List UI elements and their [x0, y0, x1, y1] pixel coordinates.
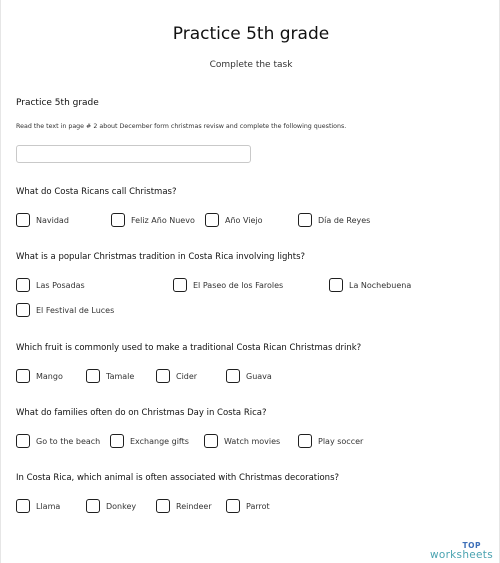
option-label: Llama [36, 501, 61, 511]
option-label: Navidad [36, 215, 69, 225]
option-label: Mango [36, 371, 63, 381]
option-q5-reindeer[interactable] [156, 498, 212, 514]
checkbox[interactable] [329, 278, 343, 292]
page-title: Practice 5th grade [172, 24, 330, 44]
option-label: Tamale [106, 371, 135, 381]
option-q4-exchange-gifts[interactable] [110, 433, 189, 449]
checkbox[interactable] [16, 369, 30, 383]
checkbox[interactable] [16, 434, 30, 448]
checkbox[interactable] [110, 434, 124, 448]
option-q3-cider[interactable] [156, 368, 197, 384]
option-q3-tamale[interactable] [86, 368, 134, 384]
option-q4-play-soccer[interactable] [298, 433, 363, 449]
question-2: What is a popular Christmas tradition in Costa Rica involving lights? [16, 252, 306, 262]
option-label: Exchange gifts [130, 436, 189, 446]
option-q2-el-paseo-de-los-faroles[interactable] [173, 277, 283, 293]
checkbox[interactable] [156, 369, 170, 383]
option-label: Las Posadas [36, 280, 85, 290]
option-q5-donkey[interactable] [86, 498, 136, 514]
checkbox[interactable] [156, 499, 170, 513]
checkbox[interactable] [16, 303, 30, 317]
option-q1-dia-de-reyes[interactable] [298, 212, 370, 228]
option-q1-ano-viejo[interactable] [205, 212, 263, 228]
checkbox[interactable] [173, 278, 187, 292]
checkbox[interactable] [205, 213, 219, 227]
option-q3-guava[interactable] [226, 368, 272, 384]
answer-input[interactable] [16, 145, 251, 163]
checkbox[interactable] [86, 369, 100, 383]
question-5: In Costa Rica, which animal is often associated with Christmas decorations? [16, 473, 340, 483]
checkbox[interactable] [86, 499, 100, 513]
option-label: Día de Reyes [318, 215, 371, 225]
option-label: Guava [246, 371, 272, 381]
option-q3-mango[interactable] [16, 368, 63, 384]
option-q5-llama[interactable] [16, 498, 60, 514]
option-label: Año Viejo [225, 215, 263, 225]
checkbox[interactable] [16, 213, 30, 227]
option-q2-el-festival-de-luces[interactable] [16, 302, 114, 318]
logo-bottom-text: worksheets [429, 548, 493, 561]
logo-top-text: TOP [462, 541, 481, 550]
checkbox[interactable] [226, 369, 240, 383]
checkbox[interactable] [204, 434, 218, 448]
checkbox[interactable] [226, 499, 240, 513]
checkbox[interactable] [16, 499, 30, 513]
option-q4-go-to-the-beach[interactable] [16, 433, 100, 449]
checkbox[interactable] [298, 434, 312, 448]
option-label: Feliz Año Nuevo [131, 215, 195, 225]
section-title: Practice 5th grade [16, 98, 99, 108]
option-label: Cider [176, 371, 198, 381]
question-1: What do Costa Ricans call Christmas? [16, 187, 177, 197]
option-q1-navidad[interactable] [16, 212, 69, 228]
option-label: Reindeer [176, 501, 212, 511]
option-q4-watch-movies[interactable] [204, 433, 280, 449]
option-q5-parrot[interactable] [226, 498, 270, 514]
topworksheets-logo [430, 542, 493, 560]
question-3: Which fruit is commonly used to make a traditional Costa Rican Christmas drink? [16, 343, 362, 353]
option-label: Play soccer [318, 436, 364, 446]
checkbox[interactable] [111, 213, 125, 227]
option-q2-la-nochebuena[interactable] [329, 277, 411, 293]
option-label: El Festival de Luces [36, 305, 115, 315]
checkbox[interactable] [16, 278, 30, 292]
option-label: Donkey [106, 501, 137, 511]
instructions-text: Read the text in page # 2 about December form christmas revisw and complete the following questions. [16, 123, 347, 130]
option-q1-feliz-ano-nuevo[interactable] [111, 212, 195, 228]
option-label: Go to the beach [36, 436, 101, 446]
option-label: Parrot [246, 501, 270, 511]
option-q2-las-posadas[interactable] [16, 277, 85, 293]
option-label: El Paseo de los Faroles [193, 280, 284, 290]
checkbox[interactable] [298, 213, 312, 227]
option-label: Watch movies [224, 436, 281, 446]
option-label: La Nochebuena [349, 280, 412, 290]
question-4: What do families often do on Christmas Day in Costa Rica? [16, 408, 267, 418]
page-subtitle: Complete the task [209, 60, 293, 70]
